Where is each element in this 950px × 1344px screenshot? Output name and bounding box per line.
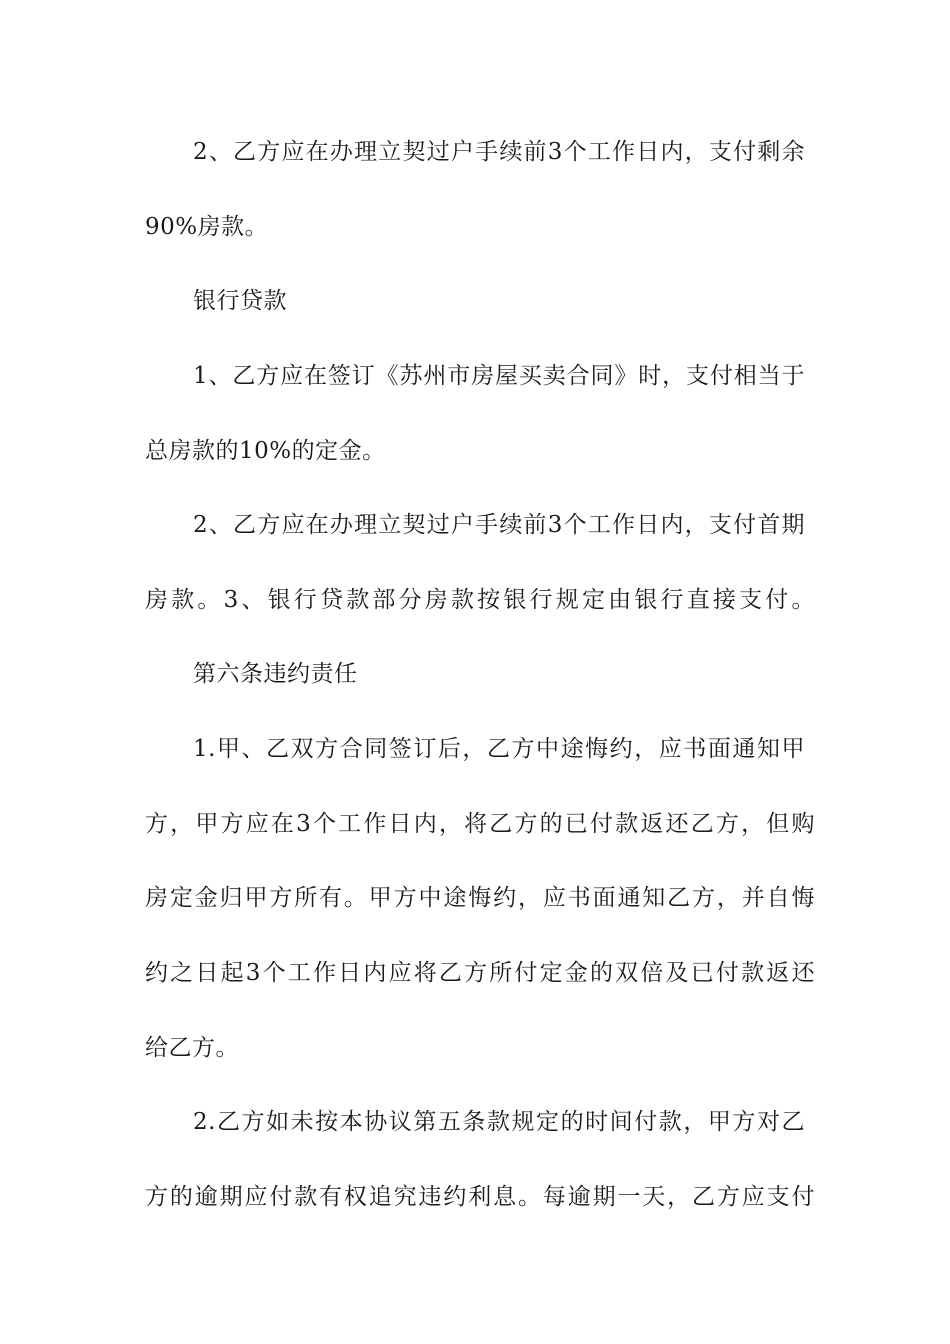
paragraph-line-2: 90%房款。 — [145, 214, 269, 240]
paragraph-line-14: 2.乙方如未按本协议第五条款规定的时间付款，甲方对乙 — [193, 1109, 805, 1135]
paragraph-line-9: 1.甲、乙双方合同签订后，乙方中途悔约，应书面通知甲 — [193, 736, 805, 762]
paragraph-line-10: 方，甲方应在3个工作日内，将乙方的已付款返还乙方，但购 — [145, 811, 815, 837]
paragraph-line-7: 房款。3、银行贷款部分房款按银行规定由银行直接支付。 — [145, 587, 815, 613]
paragraph-line-13: 给乙方。 — [145, 1035, 239, 1061]
section-heading-bank-loan: 银行贷款 — [193, 288, 287, 314]
paragraph-line-5: 总房款的10%的定金。 — [145, 438, 386, 464]
paragraph-line-11: 房定金归甲方所有。甲方中途悔约，应书面通知乙方，并自悔 — [145, 885, 815, 911]
paragraph-line-15: 方的逾期应付款有权追究违约利息。每逾期一天，乙方应支付 — [145, 1184, 815, 1210]
paragraph-line-6: 2、乙方应在办理立契过户手续前3个工作日内，支付首期 — [193, 512, 805, 538]
paragraph-line-12: 约之日起3个工作日内应将乙方所付定金的双倍及已付款返还 — [145, 960, 815, 986]
paragraph-line-4: 1、乙方应在签订《苏州市房屋买卖合同》时，支付相当于 — [193, 363, 805, 389]
paragraph-line-1: 2、乙方应在办理立契过户手续前3个工作日内，支付剩余 — [193, 139, 805, 165]
section-heading-article-six: 第六条违约责任 — [193, 661, 358, 687]
